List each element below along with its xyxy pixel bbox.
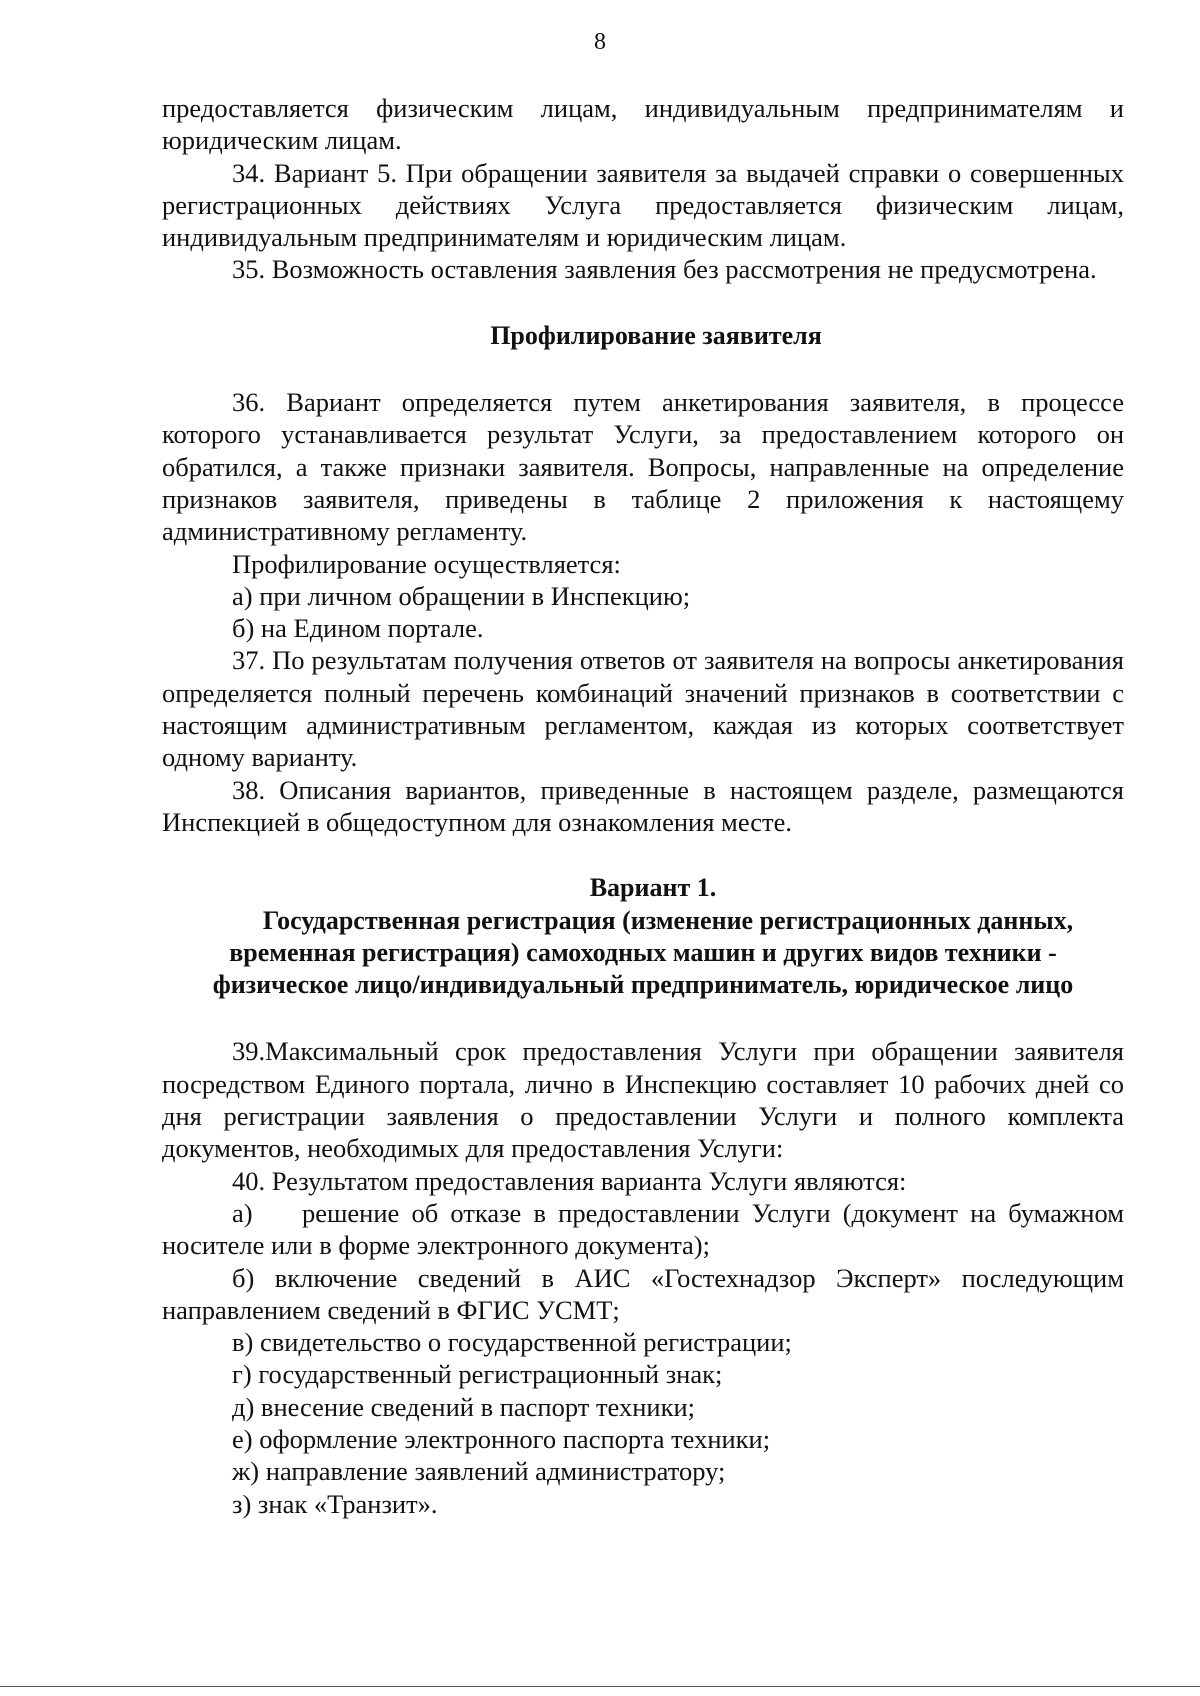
paragraph-38: 38. Описания вариантов, приведенные в настоящем разделе, размещаются Инспекцией в общедоступном для ознакомления месте. <box>162 774 1124 837</box>
list-item-40-zh: ж) направление заявлений администратору; <box>232 1456 726 1487</box>
list-item-36-b: б) на Едином портале. <box>232 613 484 644</box>
list-item-40-g: г) государственный регистрационный знак; <box>232 1359 723 1390</box>
heading-profiling: Профилирование заявителя <box>490 320 822 350</box>
paragraph-continuation: предоставляется физическим лицам, индивидуальным предпринимателям и юридическим лицам. <box>162 93 1124 156</box>
list-item-40-e: е) оформление электронного паспорта техники; <box>232 1423 771 1454</box>
paragraph-34: 34. Вариант 5. При обращении заявителя за выдачей справки о совершенных регистрационных действиях Услуга предоставляется физическим лицам, индивидуальным предпринимателям и юридическим лицам. <box>162 157 1124 253</box>
heading-variant-1-line-2: временная регистрация) самоходных машин и других видов техники - <box>229 937 1057 967</box>
paragraph-37: 37. По результатам получения ответов от заявителя на вопросы анкетирования определяется полный перечень комбинаций значений признаков в соответствии с настоящим административным регламентом, каждая из которых соответствует одному варианту. <box>162 645 1124 773</box>
list-item-40-b: б) включение сведений в АИС «Гостехнадзор Эксперт» последующим направлением сведений в ФГИС УСМТ; <box>162 1262 1124 1325</box>
list-item-40-z: з) знак «Транзит». <box>232 1488 438 1519</box>
document-body <box>162 92 1124 1520</box>
list-item-40-a <box>162 1197 1124 1262</box>
list-item-40-v: в) свидетельство о государственной регистрации; <box>232 1327 792 1358</box>
list-item-36-a: а) при личном обращении в Инспекцию; <box>232 580 691 611</box>
paragraph-40: 40. Результатом предоставления варианта Услуги являются: <box>232 1165 907 1196</box>
paragraph-35: 35. Возможность оставления заявления без рассмотрения не предусмотрена. <box>232 254 1097 285</box>
paragraph-39: 39.Максимальный срок предоставления Услуги при обращении заявителя посредством Единого портала, лично в Инспекцию составляет 10 рабочих дней со дня регистрации заявления о предоставлении Услуги и полного комплекта документов, необходимых для предоставления Услуги: <box>162 1036 1124 1164</box>
heading-variant-1: Вариант 1. <box>589 873 717 903</box>
paragraph-36: 36. Вариант определяется путем анкетирования заявителя, в процессе которого устанавливается результат Услуги, за предоставлением которого он обратился, а также признаки заявителя. Вопросы, направленные на определение признаков заявителя, приведены в таблице 2 приложения к настоящему административному регламенту. <box>162 387 1124 547</box>
page-number: 8 <box>594 29 606 55</box>
heading-variant-1-line-3: физическое лицо/индивидуальный предприниматель, юридическое лицо <box>212 970 1074 1000</box>
heading-variant-1-line-1: Государственная регистрация (изменение регистрационных данных, <box>262 905 1074 935</box>
footer-divider <box>0 1686 1200 1687</box>
paragraph-36-lead: Профилирование осуществляется: <box>232 548 621 579</box>
list-marker-40-a: а) <box>232 1197 253 1228</box>
list-item-40-a-text: решение об отказе в предоставлении Услуги (документ на бумажном носителе или в форме электронного документа); <box>162 1197 1124 1261</box>
variant-heading-block <box>162 872 1124 1001</box>
list-item-40-d: д) внесение сведений в паспорт техники; <box>232 1391 695 1422</box>
